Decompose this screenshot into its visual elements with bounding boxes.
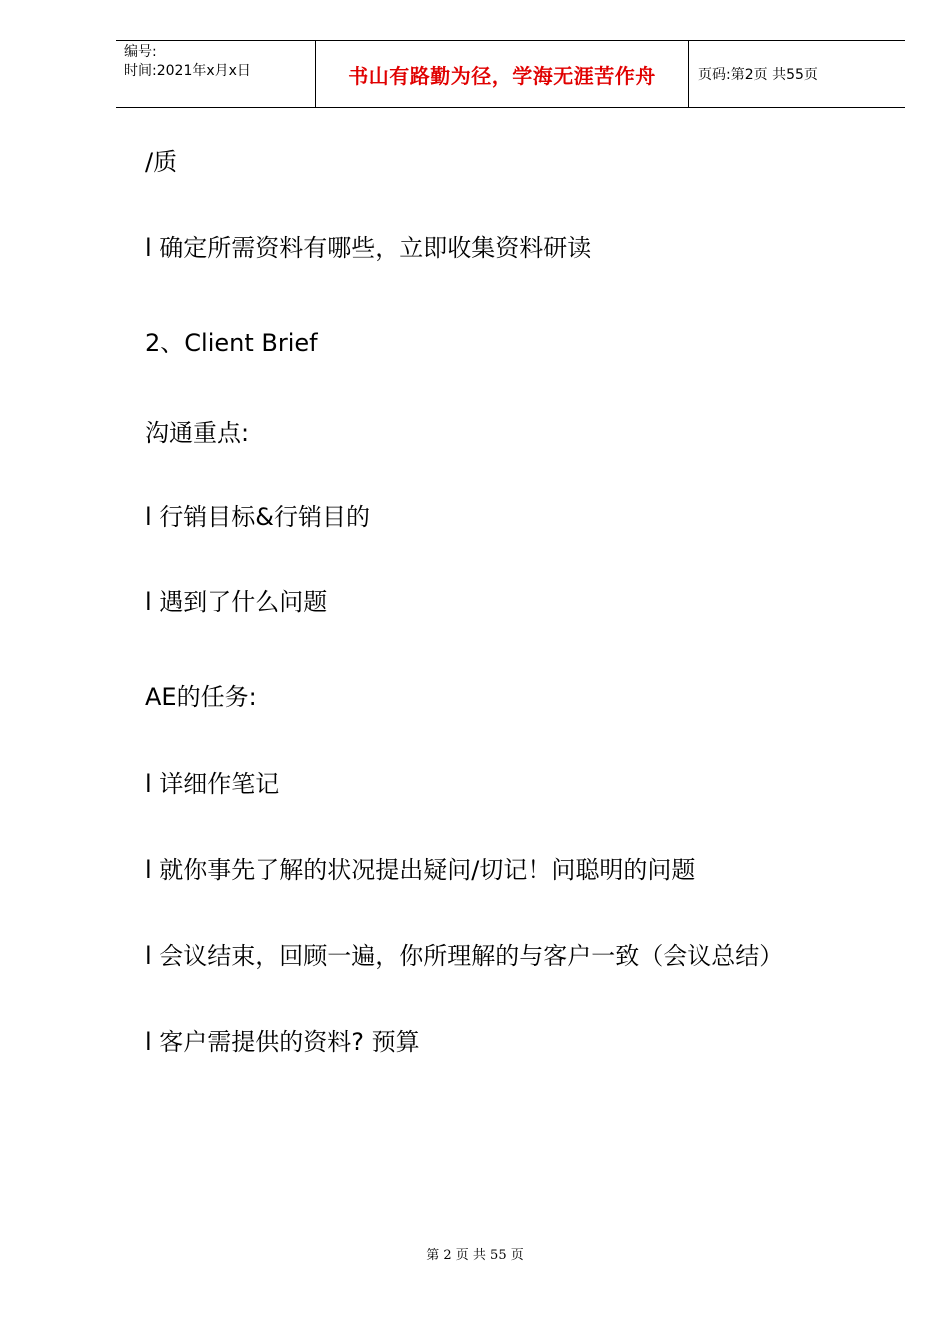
body-line-marketing-goals: l 行销目标&行销目的 [145, 503, 371, 531]
body-line-1: /质 [145, 148, 178, 176]
document-number-label: 编号: [124, 44, 157, 60]
header-motto: 书山有路勤为径，学海无涯苦作舟 [315, 40, 689, 108]
page-footer: 第 2 页 共 55 页 [426, 1248, 524, 1263]
body-line-ae-tasks: AE的任务: [145, 683, 257, 711]
body-line-questions: l 就你事先了解的状况提出疑问/切记！问聪明的问题 [145, 856, 696, 884]
body-line-client-materials: l 客户需提供的资料? 预算 [145, 1028, 420, 1056]
header-page-info: 页码:第2页 共55页 [698, 67, 818, 83]
document-date-label: 时间:2021年x月x日 [124, 63, 251, 79]
body-line-problems: l 遇到了什么问题 [145, 588, 328, 616]
body-line-communication-focus: 沟通重点: [145, 419, 250, 447]
section-heading-client-brief: 2、Client Brief [145, 329, 318, 357]
header-meta [124, 43, 314, 81]
body-line-meeting-summary: l 会议结束，回顾一遍，你所理解的与客户一致（会议总结） [145, 942, 784, 970]
page-header [116, 40, 905, 108]
body-line-notes: l 详细作笔记 [145, 770, 280, 798]
body-line-2: l 确定所需资料有哪些，立即收集资料研读 [145, 234, 592, 262]
